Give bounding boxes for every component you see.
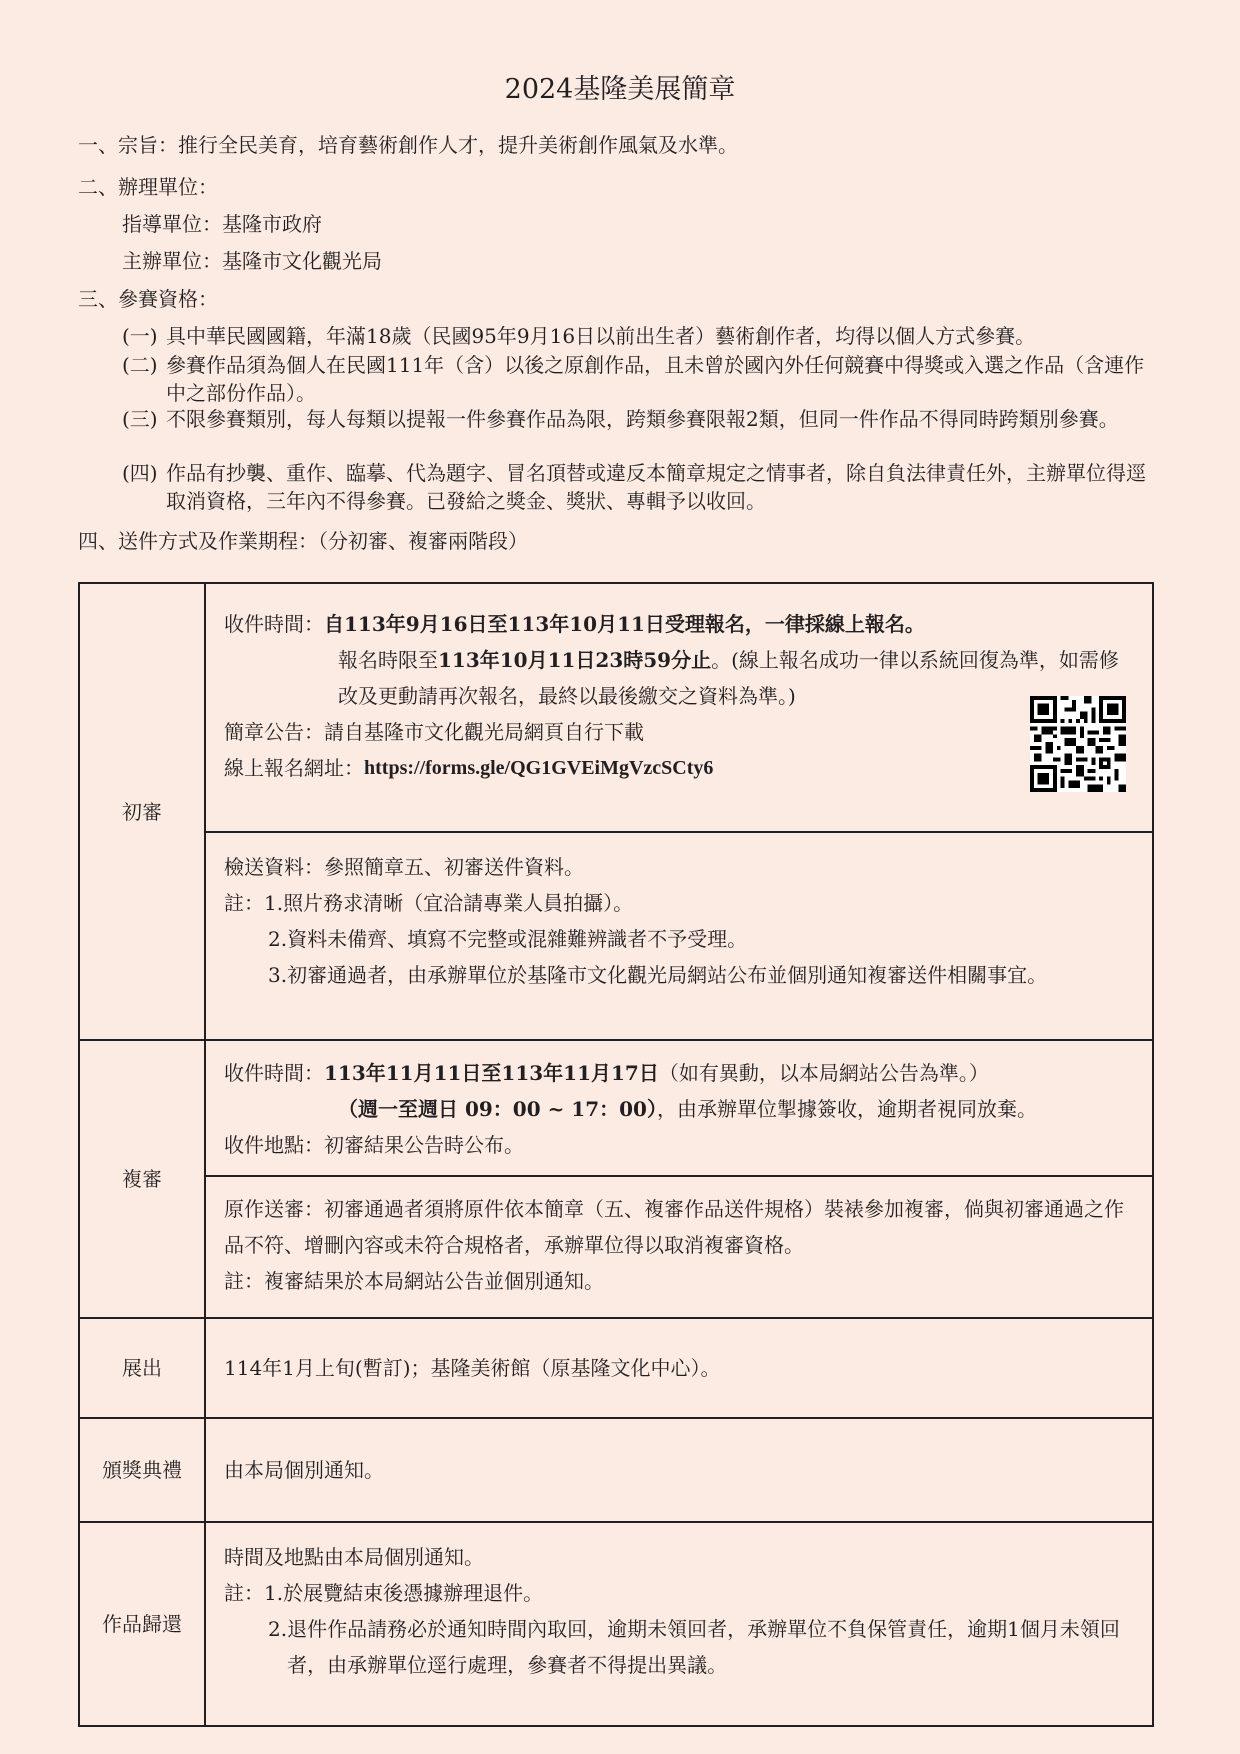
online-url-key: 線上報名網址： bbox=[224, 756, 364, 780]
deadline-note: 。(線上報名成功一律以系統回復為準，如需修改及更動請再次報名，最終以最後繳交之資料為準。) bbox=[338, 648, 1119, 708]
preliminary-docs-cell bbox=[205, 832, 1153, 1040]
receive-time-key: 收件時間： bbox=[224, 612, 324, 636]
hours-line bbox=[224, 1091, 1132, 1127]
deadline-text bbox=[224, 642, 1132, 714]
item-text: 作品有抄襲、重作、臨摹、代為題字、冒名頂替或違反本簡章規定之情事者，除自負法律責任外，主辦單位得逕取消資格，三年內不得參賽。已發給之獎金、獎狀、專輯予以收回。 bbox=[166, 461, 1146, 513]
hours-value: （週一至週日 09：00 ~ 17：00） bbox=[338, 1097, 657, 1121]
row-label-exhibition: 展出 bbox=[79, 1318, 205, 1418]
deadline-prefix: 報名時限至 bbox=[338, 648, 438, 672]
note-text bbox=[264, 885, 1132, 921]
hours-note: ，由承辦單位掣據簽收，逾期者視同放棄。 bbox=[656, 1097, 1037, 1121]
guiding-unit: 指導單位：基隆市政府 bbox=[122, 212, 322, 236]
table-row bbox=[79, 583, 1153, 832]
deadline-value: 113年10月11日23時59分止 bbox=[438, 648, 712, 672]
note-number: 1. bbox=[264, 1581, 284, 1605]
organizers-heading: 二、辦理單位： bbox=[78, 175, 218, 199]
note-body: 初審通過者，由承辦單位於基隆市文化觀光局網站公布並個別通知複審送件相關事宜。 bbox=[287, 963, 1048, 987]
qr-code-icon bbox=[1030, 696, 1126, 792]
notice-line: 簡章公告：請自基隆市文化觀光局網頁自行下載 bbox=[224, 720, 644, 744]
note-body: 退件作品請務必於通知時間內取回，逾期未領回者，承辦單位不負保管責任，逾期1個月未領回者，由承辦單位逕行處理，參賽者不得提出異議。 bbox=[287, 1617, 1120, 1677]
docs-line: 檢送資料：參照簡章五、初審送件資料。 bbox=[224, 855, 584, 879]
note-number: 2. bbox=[268, 927, 288, 951]
eligibility-item bbox=[122, 351, 1152, 407]
row-label-return: 作品歸還 bbox=[79, 1522, 205, 1726]
location-line: 收件地點：初審結果公告時公布。 bbox=[224, 1133, 524, 1157]
note-number: 3. bbox=[268, 963, 288, 987]
note-number: 1. bbox=[264, 891, 284, 915]
eligibility-item bbox=[122, 405, 1152, 433]
host-unit: 主辦單位：基隆市文化觀光局 bbox=[122, 249, 382, 273]
ceremony-cell: 由本局個別通知。 bbox=[205, 1418, 1153, 1522]
note-text bbox=[224, 957, 1132, 993]
review-schedule-cell bbox=[205, 1040, 1153, 1176]
row-label-ceremony: 頒獎典禮 bbox=[79, 1418, 205, 1522]
review-note: 註：複審結果於本局網站公告並個別通知。 bbox=[224, 1269, 604, 1293]
submission-heading: 四、送件方式及作業期程：（分初審、複審兩階段） bbox=[78, 529, 528, 553]
note-prefix: 註： bbox=[224, 891, 264, 915]
eligibility-item bbox=[122, 459, 1152, 515]
eligibility-heading: 三、參賽資格： bbox=[78, 287, 218, 311]
table-row bbox=[79, 1522, 1153, 1726]
receive-time-value: 自113年9月16日至113年10月11日受理報名，一律採線上報名。 bbox=[324, 612, 925, 636]
note-text bbox=[224, 921, 1132, 957]
schedule-table bbox=[78, 582, 1154, 1727]
table-row bbox=[79, 1318, 1153, 1418]
note-text bbox=[264, 1575, 1132, 1611]
row-label-review: 複審 bbox=[79, 1040, 205, 1318]
note-body: 照片務求清晰（宜洽請專業人員拍攝）。 bbox=[283, 891, 634, 915]
item-number: (二) bbox=[122, 353, 158, 377]
return-cell bbox=[205, 1522, 1153, 1726]
online-url-link[interactable]: https://forms.gle/QG1GVEiMgVzcSCty6 bbox=[364, 757, 714, 779]
note-text bbox=[224, 1611, 1132, 1683]
note-body: 資料未備齊、填寫不完整或混雜難辨識者不予受理。 bbox=[287, 927, 748, 951]
original-submission: 原作送審：初審通過者須將原件依本簡章（五、複審作品送件規格）裝裱參加複審，倘與初審通過之作品不符、增刪內容或未符合規格者，承辦單位得以取消複審資格。 bbox=[224, 1197, 1124, 1257]
review-original-cell bbox=[205, 1176, 1153, 1318]
receive-time-key: 收件時間： bbox=[224, 1061, 324, 1085]
item-number: (四) bbox=[122, 461, 158, 485]
item-number: (三) bbox=[122, 407, 158, 431]
item-text: 具中華民國國籍，年滿18歲（民國95年9月16日以前出生者）藝術創作者，均得以個人方式參賽。 bbox=[166, 324, 1036, 348]
purpose-section: 一、宗旨：推行全民美育，培育藝術創作人才，提升美術創作風氣及水準。 bbox=[78, 133, 738, 157]
receive-time-value bbox=[324, 1055, 1132, 1091]
table-row bbox=[79, 1176, 1153, 1318]
page-title: 2024基隆美展簡章 bbox=[504, 74, 736, 105]
note-body: 於展覽結束後憑據辦理退件。 bbox=[283, 1581, 544, 1605]
item-text: 不限參賽類別，每人每類以提報一件參賽作品為限，跨類參賽限報2類，但同一件作品不得同時跨類別參賽。 bbox=[166, 407, 1119, 431]
note-number: 2. bbox=[268, 1617, 288, 1641]
receive-dates: 113年11月11日至113年11月17日 bbox=[324, 1061, 659, 1085]
receive-note: （如有異動，以本局網站公告為準。） bbox=[658, 1061, 989, 1085]
table-row bbox=[79, 1040, 1153, 1176]
eligibility-item bbox=[122, 322, 1152, 350]
item-number: (一) bbox=[122, 324, 158, 348]
preliminary-schedule-cell bbox=[205, 583, 1153, 832]
row-label-preliminary: 初審 bbox=[79, 583, 205, 1040]
return-text: 時間及地點由本局個別通知。 bbox=[224, 1545, 484, 1569]
note-prefix: 註： bbox=[224, 1581, 264, 1605]
exhibition-cell: 114年1月上旬(暫訂)；基隆美術館（原基隆文化中心）。 bbox=[205, 1318, 1153, 1418]
item-text: 參賽作品須為個人在民國111年（含）以後之原創作品，且未曾於國內外任何競賽中得獎或入選之作品（含連作中之部份作品）。 bbox=[166, 353, 1145, 405]
table-row bbox=[79, 832, 1153, 1040]
table-row bbox=[79, 1418, 1153, 1522]
